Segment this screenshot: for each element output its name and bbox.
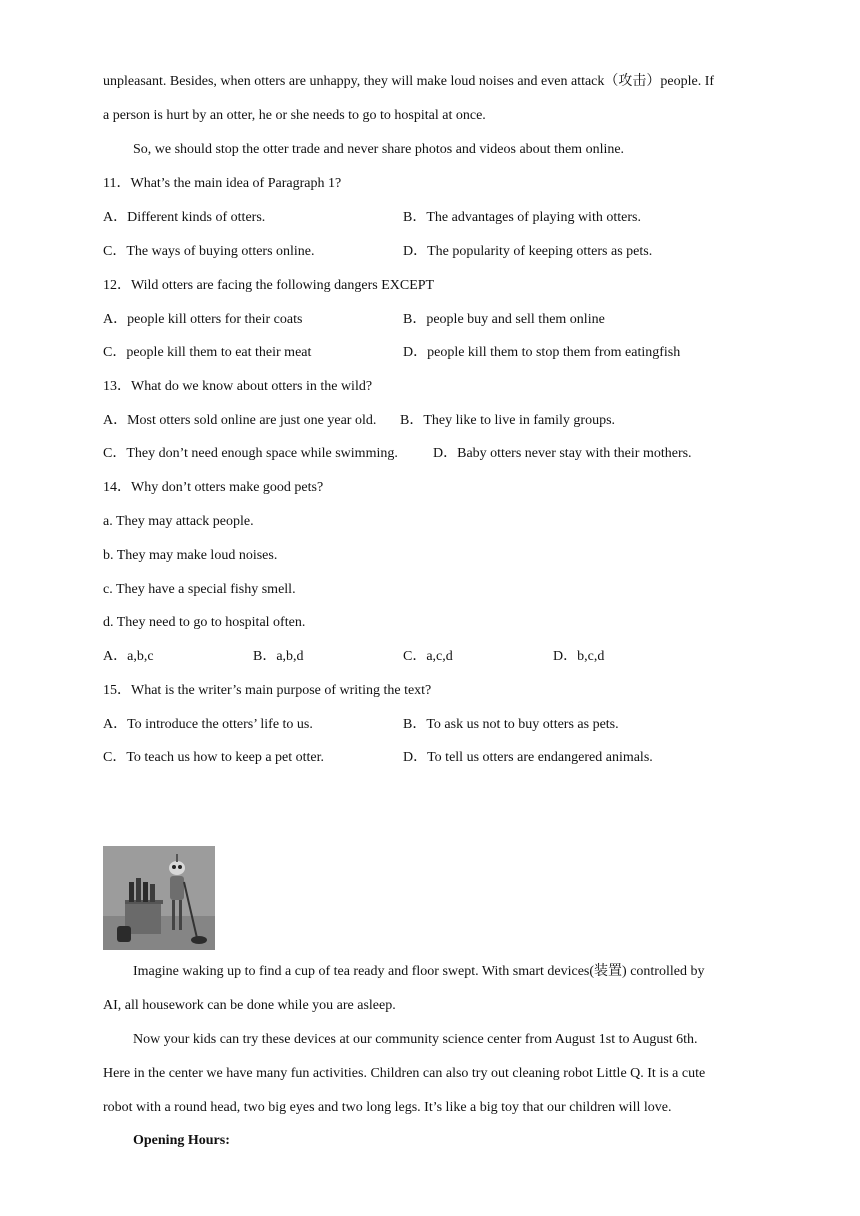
option-row (103, 444, 783, 464)
option-15-b: B．To ask us not to buy otters as pets. (403, 717, 619, 732)
robot-photo (103, 846, 215, 950)
option-11-a: A．Different kinds of otters. (103, 210, 266, 225)
option-row (103, 343, 783, 363)
passage-text-line: a person is hurt by an otter, he or she needs to go to hospital at once. (103, 108, 486, 123)
option-12-c: C．people kill them to eat their meat (103, 345, 312, 360)
option-11-d: D．The popularity of keeping otters as pets. (403, 244, 653, 259)
question-stem-13: 13．What do we know about otters in the wild? (103, 379, 373, 394)
option-12-d: D．people kill them to stop them from eatingfish (403, 345, 681, 360)
question-stem-14: 14．Why don’t otters make good pets? (103, 480, 324, 495)
option-row (103, 715, 783, 735)
option-14-c: C．a,c,d (403, 649, 453, 664)
question-stem-12: 12．Wild otters are facing the following dangers EXCEPT (103, 278, 435, 293)
passage2-text-line: AI, all housework can be done while you are asleep. (103, 998, 396, 1013)
passage2-text-line: Here in the center we have many fun activities. Children can also try out cleaning robot Little Q. It is a cute (103, 1066, 706, 1081)
question-stem-15: 15．What is the writer’s main purpose of writing the text? (103, 683, 432, 698)
option-row (103, 310, 783, 330)
option-row (103, 242, 783, 262)
statement-a: a. They may attack people. (103, 514, 254, 529)
question-stem-11: 11．What’s the main idea of Paragraph 1? (103, 176, 342, 191)
passage2-text-line: Imagine waking up to find a cup of tea ready and floor swept. With smart devices(装置) controlled by (133, 964, 705, 979)
option-14-a: A．a,b,c (103, 649, 154, 664)
option-13-d: D．Baby otters never stay with their mothers. (433, 446, 692, 461)
option-row (103, 208, 783, 228)
statement-d: d. They need to go to hospital often. (103, 615, 306, 630)
option-12-a: A．people kill otters for their coats (103, 312, 303, 327)
option-15-d: D．To tell us otters are endangered animals. (403, 750, 653, 765)
option-11-c: C．The ways of buying otters online. (103, 244, 315, 259)
option-row (103, 411, 783, 431)
option-13-c: C．They don’t need enough space while swimming. (103, 446, 398, 461)
section-heading: Opening Hours: (133, 1133, 230, 1148)
option-15-c: C．To teach us how to keep a pet otter. (103, 750, 325, 765)
option-row (103, 748, 783, 768)
statement-b: b. They may make loud noises. (103, 548, 278, 563)
option-14-d: D．b,c,d (553, 649, 605, 664)
passage-text-line: unpleasant. Besides, when otters are unhappy, they will make loud noises and even attack（攻击）people. If (103, 74, 715, 89)
passage-text-line: So, we should stop the otter trade and never share photos and videos about them online. (133, 142, 625, 157)
option-12-b: B．people buy and sell them online (403, 312, 605, 327)
option-13-b: B．They like to live in family groups. (400, 413, 616, 428)
statement-c: c. They have a special fishy smell. (103, 582, 296, 597)
option-15-a: A．To introduce the otters’ life to us. (103, 717, 313, 732)
option-11-b: B．The advantages of playing with otters. (403, 210, 641, 225)
option-14-b: B．a,b,d (253, 649, 304, 664)
option-row (103, 647, 783, 667)
passage2-text-line: robot with a round head, two big eyes and two long legs. It’s like a big toy that our children will love. (103, 1100, 672, 1115)
option-13-a: A．Most otters sold online are just one year old. (103, 413, 377, 428)
robot-photo-graphic (103, 846, 215, 950)
passage2-text-line: Now your kids can try these devices at our community science center from August 1st to August 6th. (133, 1032, 698, 1047)
